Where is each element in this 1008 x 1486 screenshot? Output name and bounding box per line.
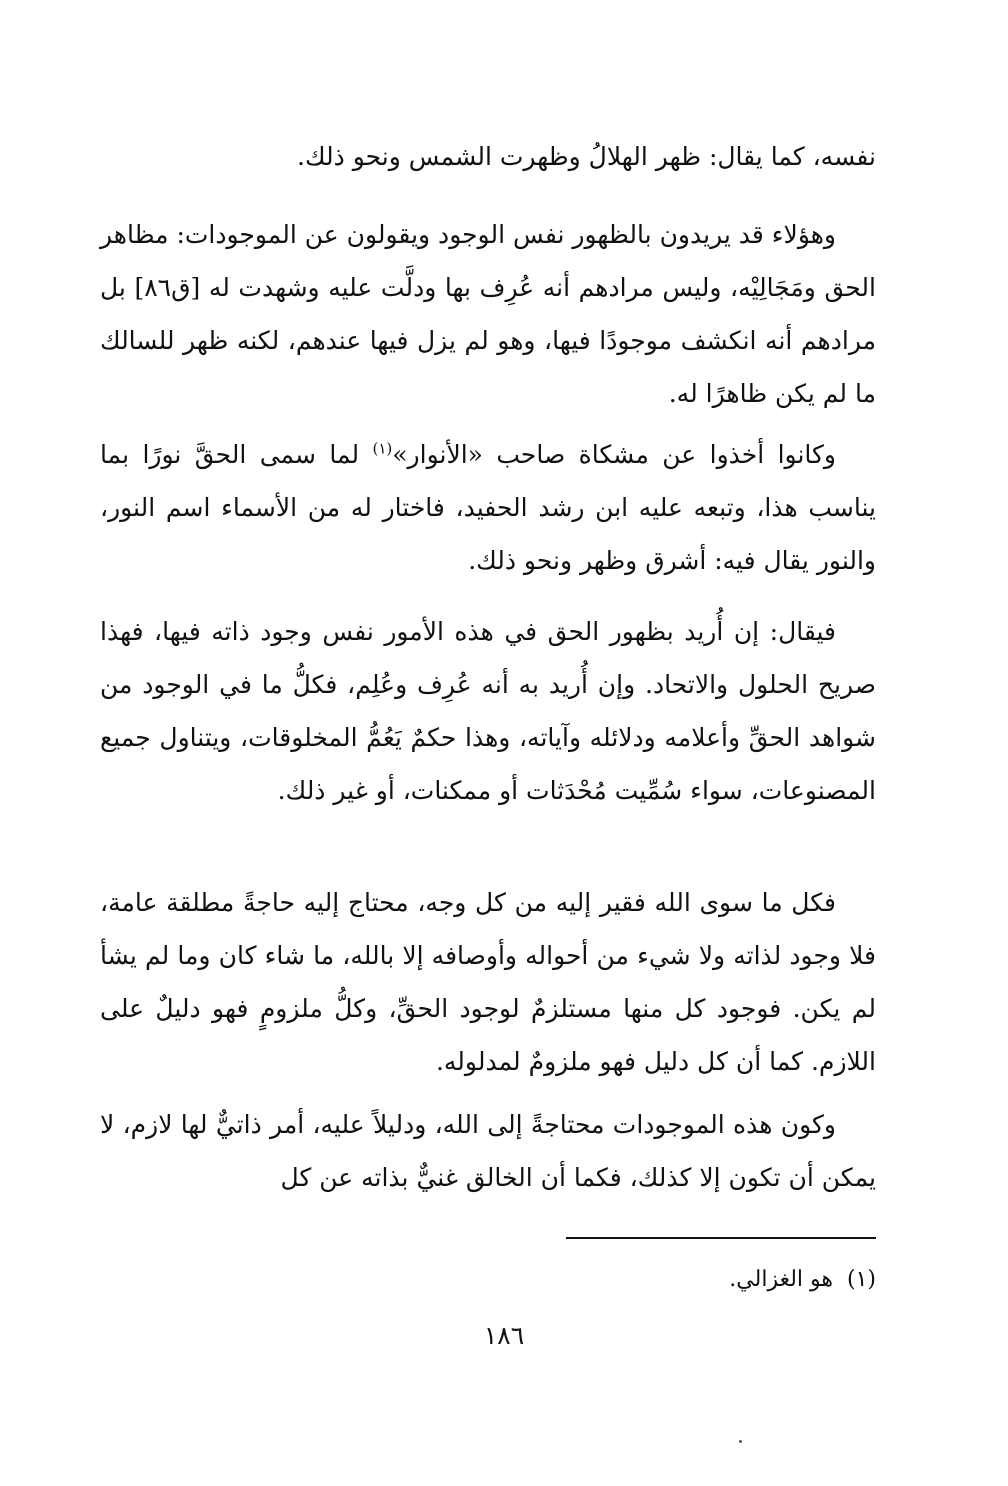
paragraph-hulul: [100, 605, 876, 817]
paragraph-text: وهؤلاء قد يريدون بالظهور نفس الوجود ويقولون عن الموجودات: مظاهر الحق ومَجَالِيْه، وليس مرادهم أنه عُرِف بها ودلَّت عليه وشهدت له [ق٨٦] بل مرادهم أنه انكشف موجودًا فيها، وهو لم يزل فيها عندهم، لكنه ظهر للسالك ما لم يكن ظاهرًا له.: [100, 220, 876, 408]
footnote-reference: (١): [372, 439, 393, 458]
paragraph-manifestations: [100, 208, 876, 420]
paragraph-continuation: [100, 130, 876, 183]
paragraph-text: نفسه، كما يقال: ظهر الهلالُ وظهرت الشمس ونحو ذلك.: [297, 142, 876, 171]
paragraph-mishkat: [100, 428, 876, 587]
paragraph-text-after-note: لما سمى الحقَّ نورًا بما يناسب هذا، وتبعه عليه ابن رشد الحفيد، فاختار له من الأسماء اسم النور، والنور يقال فيه: أشرق وظهر ونحو ذلك.: [100, 440, 876, 575]
footnote-separator: [566, 1237, 876, 1239]
scan-speck: [739, 1440, 742, 1443]
paragraph-text: فكل ما سوى الله فقير إليه من كل وجه، محتاج إليه حاجةً مطلقة عامة، فلا وجود لذاته ولا شيء من أحواله وأوصافه إلا بالله، ما شاء كان وما لم يشأ لم يكن. فوجود كل منها مستلزمٌ لوجود الحقِّ، وكلُّ ملزومٍ فهو دليلٌ على اللازم. كما أن كل دليل فهو ملزومٌ لمدلوله.: [100, 888, 876, 1076]
footnote: [500, 1262, 876, 1298]
paragraph-dependence: [100, 876, 876, 1088]
footnote-text: هو الغزالي.: [729, 1267, 833, 1292]
paragraph-text: وكون هذه الموجودات محتاجةً إلى الله، ودليلاً عليه، أمر ذاتيٌّ لها لازم، لا يمكن أن تكون إلا كذلك، فكما أن الخالق غنيٌّ بذاته عن كل: [100, 1110, 876, 1192]
footnote-marker: (١): [846, 1267, 876, 1292]
paragraph-creator: [100, 1098, 876, 1204]
paragraph-text-before-note: وكانوا أخذوا عن مشكاة صاحب «الأنوار»: [392, 440, 836, 469]
paragraph-text: فيقال: إن أُريد بظهور الحق في هذه الأمور نفس وجود ذاته فيها، فهذا صريح الحلول والاتحاد. وإن أُريد به أنه عُرِف وعُلِم، فكلُّ ما في الوجود من شواهد الحقِّ وأعلامه ودلائله وآياته، وهذا حكمٌ يَعُمُّ المخلوقات، ويتناول جميع المصنوعات، سواء سُمِّيت مُحْدَثات أو ممكنات، أو غير ذلك.: [100, 617, 876, 805]
paragraph-text: [100, 428, 876, 587]
page-number: ١٨٦: [483, 1321, 525, 1350]
